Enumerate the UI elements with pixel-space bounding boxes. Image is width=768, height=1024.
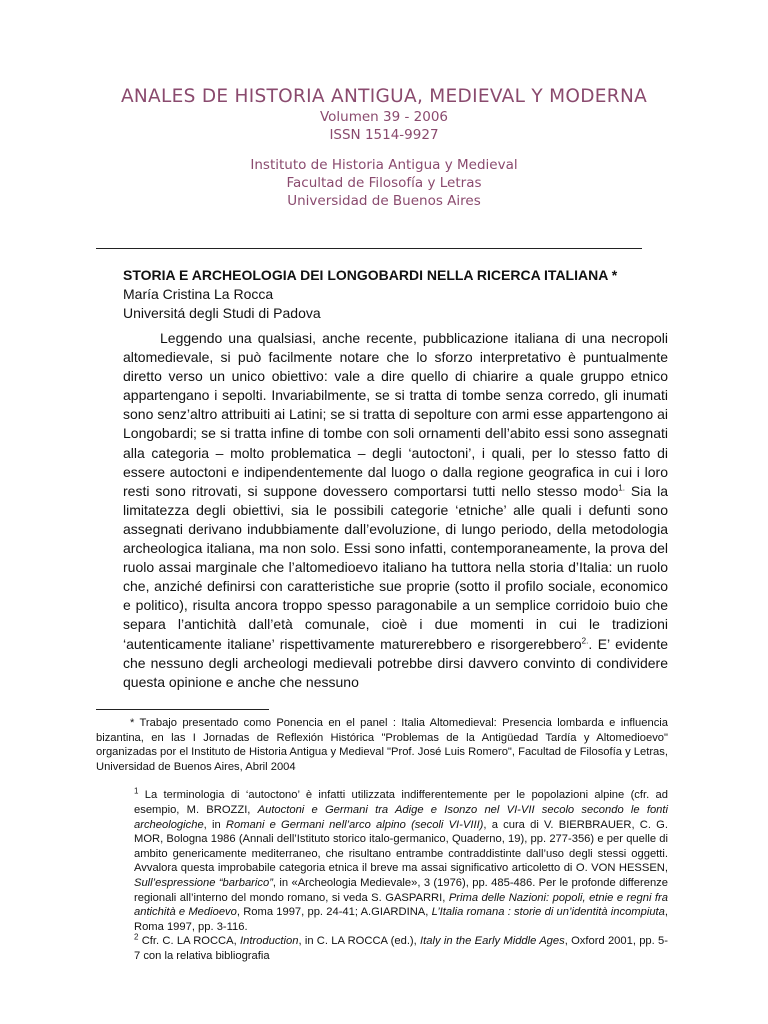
footnote-title-italic: Romani e Germani nell’arco alpino (secoli VI-VIII)	[225, 818, 484, 831]
footnote-text: , Roma 1997, pp. 3-116.	[134, 906, 668, 933]
footnote-text: , Roma 1997, pp. 24-41; A.GIARDINA,	[236, 906, 432, 919]
footnote-title-italic: Sull’espressione “barbarico”	[134, 876, 273, 889]
body-text-part: Leggendo una qualsiasi, anche recente, pubblicazione italiana di una necropoli altomedievale, si può facilmente notare che lo sforzo interpretativo è puntualmente diretto verso un unico obiettivo: vale a dire quello di chiarire a quale gruppo etnico appartengano i sepolti. Invariabilmente, se si tratta di tombe senza corredo, gli inumati sono senz’altro attribuiti ai Latini; se si tratta di sepolture con armi esse appartengono ai Longobardi; se si tratta infine di tombe con soli ornamenti dell’abito essi sono assegnati alla categoria – molto problematica – degli ‘autoctoni’, i quali, per lo stesso fatto di essere autoctoni e indipendentemente dal luogo o dalla regione geografica in cui i loro resti sono ritrovati, si suppone dovessero comportarsi tutti nello stesso modo	[123, 330, 668, 499]
journal-issn: ISSN 1514-9927	[329, 127, 439, 143]
footnote-text: La terminologia di ‘autoctono’ è infatti utilizzata indifferentemente per le popolazioni alpine (cfr. ad esempio, M. BROZZI,	[134, 789, 668, 816]
faculty-name: Facultad de Filosofía y Letras	[286, 175, 482, 191]
body-text-part: Sia la limitatezza degli obiettivi, sia le possibili categorie ‘etniche’ alle quali i defunti sono assegnati derivano indubbiamente dall’evoluzione, di lungo periodo, della metodologia archeologica italiana, ma non solo. Essi sono infatti, contemporaneamente, la prova del ruolo assai marginale che l’altomedioevo italiano ha tuttora nella storia d’Italia: un ruolo che, anziché definirsi con caratteristiche sue proprie (sotto il profilo sociale, economico e politico), risulta ancora troppo spesso paragonabile a un semplice corridoio buio che separa l’antichità dall’età comunale, cioè i due momenti in cui le tradizioni ‘autenticamente italiane’ rispettivamente maturerebbero e risorgerebbero	[123, 482, 668, 652]
footnote-text: , in	[203, 818, 226, 831]
footnote-text: , in C. LA ROCCA (ed.),	[298, 935, 421, 948]
footnote-2	[96, 934, 668, 963]
institute-name: Instituto de Historia Antigua y Medieval	[250, 157, 518, 173]
article-author: María Cristina La Rocca	[123, 286, 274, 302]
article-heading	[123, 265, 668, 323]
footnote-title-italic: Autoctoni e Germani tra Adige e Isonzo nel VI-VII secolo secondo le fonti archeologiche	[134, 803, 668, 831]
footnote-ref-1[interactable]: 1.	[618, 483, 625, 493]
body-text-part: . E’ evidente che nessuno degli archeologi medievali potrebbe dirsi davvero convinto di condividere questa opinione e anche che nessuno	[123, 635, 669, 690]
header-divider	[96, 248, 642, 249]
footnote-title-italic: Introduction	[239, 935, 299, 948]
footnote-text: Cfr. C. LA ROCCA,	[138, 935, 240, 948]
footnote-title-italic: Prima delle Nazioni: popoli, etnie e regni fra antichità e Medioevo	[134, 891, 668, 919]
footnote-title-italic: Italy in the Early Middle Ages	[420, 935, 565, 948]
article-affiliation: Universitá degli Studi di Padova	[123, 305, 321, 321]
journal-volume: Volumen 39 - 2006	[319, 109, 449, 125]
journal-header	[0, 86, 768, 210]
footnote-text: , Oxford 2001, pp. 5-7 con la relativa bibliografia	[134, 935, 668, 962]
footnote-text: , in «Archeologia Medievale», 3 (1976), pp. 485-486. Per le profonde differenze regionali all’interno del mondo romano, si veda S. GASPARRI,	[134, 876, 668, 904]
footnote-text: , a cura di V. BIERBRAUER, C. G. MOR, Bologna 1986 (Annali dell’Istituto storico italo-germanico, Quaderno, 19), pp. 277-356) e per quelle di ambito genericamente mediterraneo, che risultano entrambe contraddistinte dall’uso degli stessi oggetti. Avvalora questa improbabile categoria etnica il breve ma assai significativo articoletto di O. VON HESSEN,	[134, 818, 668, 875]
footnote-divider	[96, 709, 269, 710]
footnote-1	[96, 788, 668, 934]
journal-title: ANALES DE HISTORIA ANTIGUA, MEDIEVAL Y MODERNA	[120, 86, 648, 107]
footnote-1-mark: 1	[134, 786, 139, 796]
body-paragraph	[123, 329, 668, 692]
institution-block	[0, 156, 768, 210]
footnotes	[96, 716, 668, 964]
footnote-ref-2[interactable]: 2.	[581, 635, 589, 645]
article-title: STORIA E ARCHEOLOGIA DEI LONGOBARDI NELLA RICERCA ITALIANA *	[123, 267, 618, 283]
footnote-star: * Trabajo presentado como Ponencia en el panel : Italia Altomedieval: Presencia lombarda e influencia bizantina, en las I Jornadas de Reflexión Histórica "Problemas de la Antigüedad Tardía y Altomedioevo" organizadas por el Instituto de Historia Antigua y Medieval "Prof. José Luis Romero", Facultad de Filosofía y Letras, Universidad de Buenos Aires, Abril 2004	[96, 717, 668, 773]
university-name: Universidad de Buenos Aires	[287, 193, 481, 209]
footnote-title-italic: L’Italia romana : storie di un’identità incompiuta	[431, 906, 665, 919]
footnote-2-mark: 2	[134, 932, 139, 942]
